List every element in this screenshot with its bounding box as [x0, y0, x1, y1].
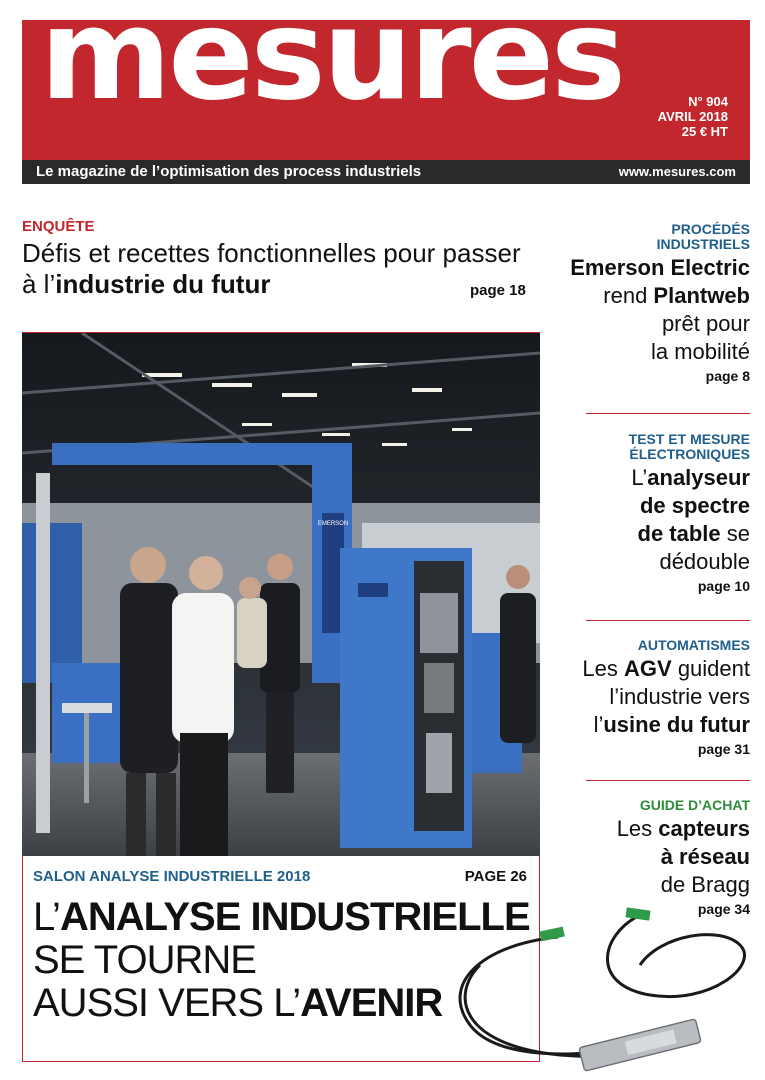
sidebar-4-l1b: capteurs — [658, 816, 750, 841]
hero-line1-pre: L’ — [33, 895, 60, 939]
sidebar-article-2[interactable] — [556, 432, 750, 594]
sidebar-divider — [586, 620, 750, 621]
sidebar-3-l3b: usine du futur — [603, 712, 750, 737]
sidebar-4-page: page 34 — [697, 901, 750, 917]
sidebar-2-kicker-line1: TEST ET MESURE — [628, 431, 750, 447]
sidebar-3-l1: Les — [582, 656, 625, 681]
sidebar-4-kicker: GUIDE D’ACHAT — [639, 797, 750, 813]
sidebar-1-kicker — [556, 222, 750, 252]
sidebar-3-page: page 31 — [697, 741, 750, 757]
sidebar-1-l1b: Emerson Electric — [570, 255, 750, 280]
sidebar-3-kicker: AUTOMATISMES — [637, 637, 750, 653]
hero-line1-bold: ANALYSE INDUSTRIELLE — [59, 895, 530, 939]
cover-photo — [22, 332, 540, 857]
enquete-line2-bold: industrie du futur — [55, 269, 271, 299]
hero-line2: SE TOURNE — [33, 938, 256, 982]
magazine-logo: mesures — [40, 0, 624, 128]
hero-page: PAGE 26 — [464, 868, 527, 885]
sidebar-3-l1c: guident — [671, 656, 750, 681]
hero-line3-bold: AVENIR — [300, 981, 443, 1025]
issue-date: AVRIL 2018 — [657, 109, 728, 124]
sidebar-4-title — [556, 815, 750, 899]
tagline-bar — [22, 160, 750, 184]
sidebar-2-kicker-line2: ÉLECTRONIQUES — [629, 446, 750, 462]
sidebar-4-l3: de Bragg — [660, 872, 750, 897]
sidebar-2-l2b: de spectre — [639, 493, 750, 518]
sidebar-divider — [586, 780, 750, 781]
enquete-line2 — [22, 269, 542, 300]
sidebar-2-l3b: de table — [637, 521, 721, 546]
sidebar-2-l1: L’ — [631, 465, 648, 490]
hero-kicker: SALON ANALYSE INDUSTRIELLE 2018 — [33, 868, 311, 885]
sidebar-2-title — [556, 464, 750, 576]
sidebar-2-l1b: analyseur — [647, 465, 750, 490]
sidebar-1-l2: rend — [603, 283, 654, 308]
sidebar-2-l3: se — [720, 521, 750, 546]
sidebar-2-l4: dédouble — [659, 549, 750, 574]
sidebar-3-title — [556, 655, 750, 739]
tagline: Le magazine de l’optimisation des process industriels — [36, 163, 422, 180]
enquete-headline[interactable] — [22, 238, 542, 300]
sidebar-2-kicker — [556, 432, 750, 462]
sidebar-3-l2: l’industrie vers — [609, 684, 750, 709]
hero-line3-pre: AUSSI VERS L’ — [33, 981, 301, 1025]
fiber-bragg-sensor-image — [440, 905, 765, 1075]
enquete-line2-pre: à l’ — [22, 269, 56, 299]
sidebar-4-l1: Les — [616, 816, 659, 841]
issue-number: N° 904 — [688, 94, 728, 109]
sidebar-1-l3: prêt pour — [661, 311, 750, 336]
sidebar-4-l2b: à réseau — [660, 844, 750, 869]
trade-show-photo — [22, 333, 540, 857]
enquete-line1: Défis et recettes fonctionnelles pour passer — [22, 238, 521, 268]
enquete-page: page 18 — [470, 282, 526, 299]
sidebar-3-l1b: AGV — [624, 656, 672, 681]
sidebar-3-l3: l’ — [593, 712, 604, 737]
website-link[interactable]: www.mesures.com — [618, 164, 736, 179]
sidebar-article-3[interactable] — [556, 638, 750, 757]
sidebar-1-l4: la mobilité — [650, 339, 750, 364]
booth-sign: EMERSON — [317, 521, 349, 527]
sidebar-1-page: page 8 — [705, 368, 750, 384]
sidebar-1-kicker-line2: INDUSTRIELS — [656, 236, 750, 252]
sidebar-1-title — [556, 254, 750, 366]
sidebar-article-4[interactable] — [556, 798, 750, 917]
masthead — [22, 0, 750, 160]
sidebar-article-1[interactable] — [556, 222, 750, 384]
sidebar-1-l2b: Plantweb — [653, 283, 750, 308]
sidebar-1-kicker-line1: PROCÉDÉS — [671, 221, 750, 237]
sidebar-2-page: page 10 — [697, 578, 750, 594]
sidebar-divider — [586, 413, 750, 414]
issue-price: 25 € HT — [681, 124, 728, 139]
enquete-kicker: ENQUÊTE — [22, 218, 95, 235]
issue-info — [658, 94, 728, 139]
